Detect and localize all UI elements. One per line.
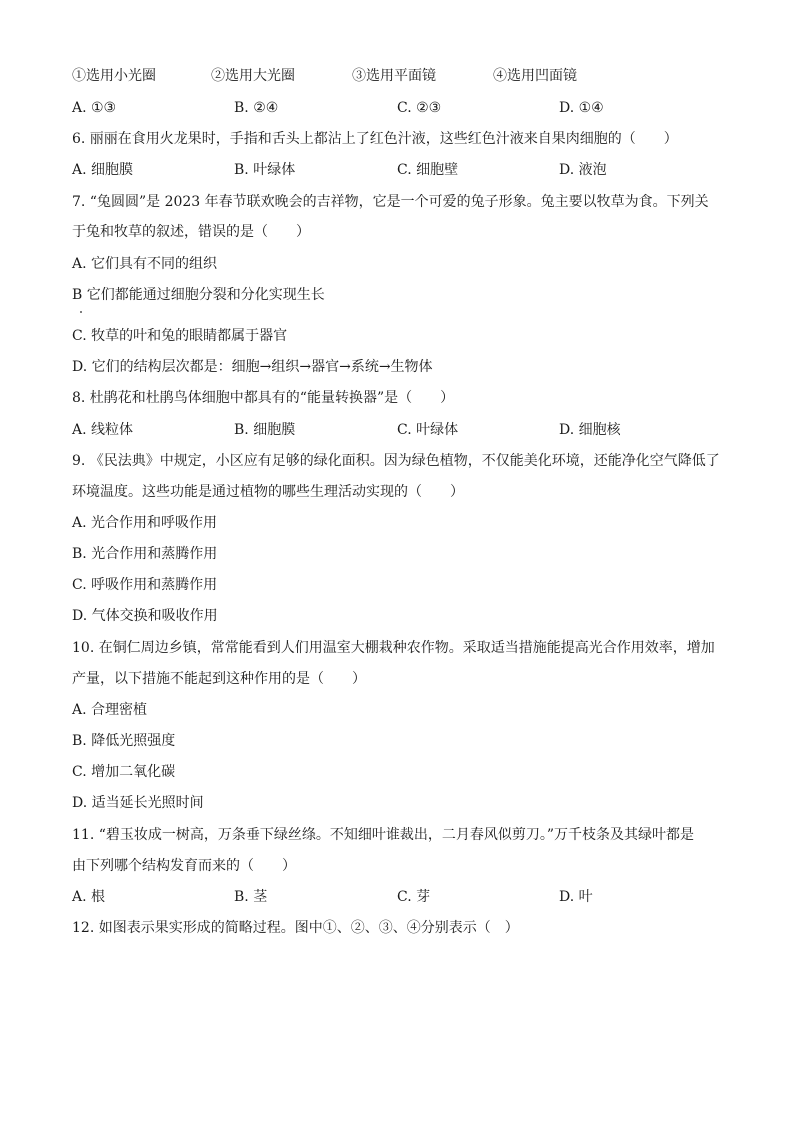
stray-mark [80,311,82,313]
q8-option-a[interactable]: A. 线粒体 [72,422,134,438]
q10-option-b[interactable]: B. 降低光照强度 [72,733,176,749]
q11-options-row [72,887,722,907]
q5-option-c[interactable]: C. ②③ [397,100,442,116]
q9-stem-line2: 环境温度。这些功能是通过植物的哪些生理活动实现的（ ） [72,484,464,500]
q6-options-row [72,160,722,180]
q5-statement-2: ②选用大光圈 [211,68,295,84]
q7-stem-line1: 7. “兔圆圆”是 2023 年春节联欢晚会的吉祥物，它是一个可爱的兔子形象。兔主要以牧草为食。下列关 [72,194,709,210]
q11-option-c[interactable]: C. 芽 [397,889,431,905]
q11-stem-line2: 由下列哪个结构发育而来的（ ） [72,858,296,874]
q6-option-c[interactable]: C. 细胞壁 [397,162,459,178]
q5-options-row [72,98,722,118]
q5-option-d[interactable]: D. ①④ [559,100,604,116]
q8-option-c[interactable]: C. 叶绿体 [397,422,459,438]
q10-stem-line1: 10. 在铜仁周边乡镇，常常能看到人们用温室大棚栽种农作物。采取适当措施能提高光合作用效率，增加 [72,640,715,656]
q7-option-d[interactable]: D. 它们的结构层次都是：细胞→组织→器官→系统→生物体 [72,359,433,375]
q9-option-c[interactable]: C. 呼吸作用和蒸腾作用 [72,577,218,593]
q11-option-a[interactable]: A. 根 [72,889,106,905]
q9-option-a[interactable]: A. 光合作用和呼吸作用 [72,515,218,531]
q10-option-c[interactable]: C. 增加二氧化碳 [72,764,176,780]
q9-option-d[interactable]: D. 气体交换和吸收作用 [72,608,218,624]
q5-statement-3: ③选用平面镜 [352,68,436,84]
q10-option-a[interactable]: A. 合理密植 [72,702,148,718]
q7-option-b[interactable]: B 它们都能通过细胞分裂和分化实现生长 [72,287,325,303]
q6-stem: 6. 丽丽在食用火龙果时，手指和舌头上都沾上了红色汁液，这些红色汁液来自果肉细胞的（ ） [72,131,678,147]
q10-stem-line2: 产量，以下措施不能起到这种作用的是（ ） [72,671,366,687]
q12-stem: 12. 如图表示果实形成的简略过程。图中①、②、③、④分别表示（ ） [72,920,519,936]
q8-stem: 8. 杜鹃花和杜鹃鸟体细胞中都具有的“能量转换器”是（ ） [72,390,455,406]
q9-option-b[interactable]: B. 光合作用和蒸腾作用 [72,546,218,562]
q8-option-b[interactable]: B. 细胞膜 [234,422,296,438]
q5-option-b[interactable]: B. ②④ [234,100,279,116]
q5-statement-4: ④选用凹面镜 [493,68,577,84]
q7-stem-line2: 于兔和牧草的叙述，错误的是（ ） [72,224,310,240]
q7-option-a[interactable]: A. 它们具有不同的组织 [72,256,218,272]
q5-statement-row [72,66,722,86]
q5-statement-1: ①选用小光圈 [72,68,156,84]
q5-option-a[interactable]: A. ①③ [72,100,117,116]
q6-option-d[interactable]: D. 液泡 [559,162,607,178]
q9-stem-line1: 9. 《民法典》中规定，小区应有足够的绿化面积。因为绿色植物，不仅能美化环境，还能净化空气降低了 [72,453,720,469]
q6-option-b[interactable]: B. 叶绿体 [234,162,296,178]
q10-option-d[interactable]: D. 适当延长光照时间 [72,795,204,811]
q7-option-c[interactable]: C. 牧草的叶和兔的眼睛都属于器官 [72,328,288,344]
q11-stem-line1: 11. “碧玉妆成一树高，万条垂下绿丝绦。不知细叶谁裁出，二月春风似剪刀。”万千枝条及其绿叶都是 [72,827,695,843]
q6-option-a[interactable]: A. 细胞膜 [72,162,134,178]
q11-option-b[interactable]: B. 茎 [234,889,268,905]
q8-options-row [72,420,722,440]
q8-option-d[interactable]: D. 细胞核 [559,422,621,438]
q11-option-d[interactable]: D. 叶 [559,889,593,905]
